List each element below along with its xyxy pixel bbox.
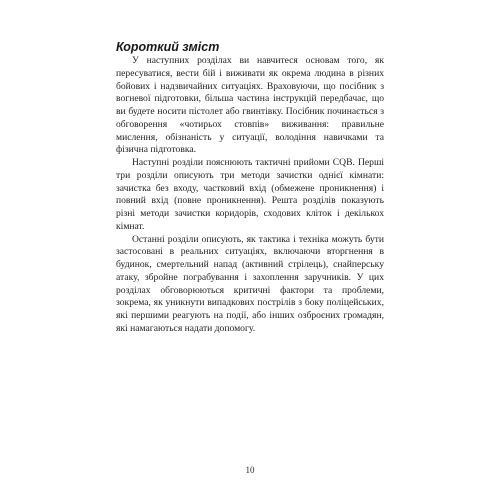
body-text (116, 55, 384, 336)
paragraph-intro: У наступних розділах ви навчитеся основам того, як пересуватися, вести бій і виживати як окрема людина в різних бойових і надзвичайних ситуаціях. Враховуючи, що посібник з вогневої підготовки, більша частина інструкцій передбачає, що ви будете носити пістолет або гвинтівку. Посібник починається з обговорення «чотирьох стовпів» виживання: правильне мислення, обізнаність у ситуації, володіння навичками та фізична підготовка. (116, 55, 384, 156)
paragraph-cqb: Наступні розділи пояснюють тактичні прийоми CQB. Перші три розділи описують три методи зачистки однієї кімнати: зачистка без входу, частковий вхід (обмежене проникнення) і повний вхід (повне проникнення). Решта розділів показують різні методи зачистки коридорів, сходових кліток і декількох кімнат. (116, 157, 384, 232)
page-number: 10 (245, 465, 255, 475)
paragraph-scenarios: Останні розділи описують, як тактика і техніка можуть бути застосовані в реальних ситуаціях, включаючи вторгнення в будинок, смертельний напад (активний стрілець), снайперську атаку, збройне пограбування і захоплення заручників. У цих розділах обговорюються критичні фактори та проблеми, зокрема, як уникнути випадкових пострілів з боку поліцейських, які першими реагують на події, або інших озброєних громадян, які намагаються надати допомогу. (116, 233, 384, 334)
section-title: Короткий зміст (116, 40, 220, 54)
